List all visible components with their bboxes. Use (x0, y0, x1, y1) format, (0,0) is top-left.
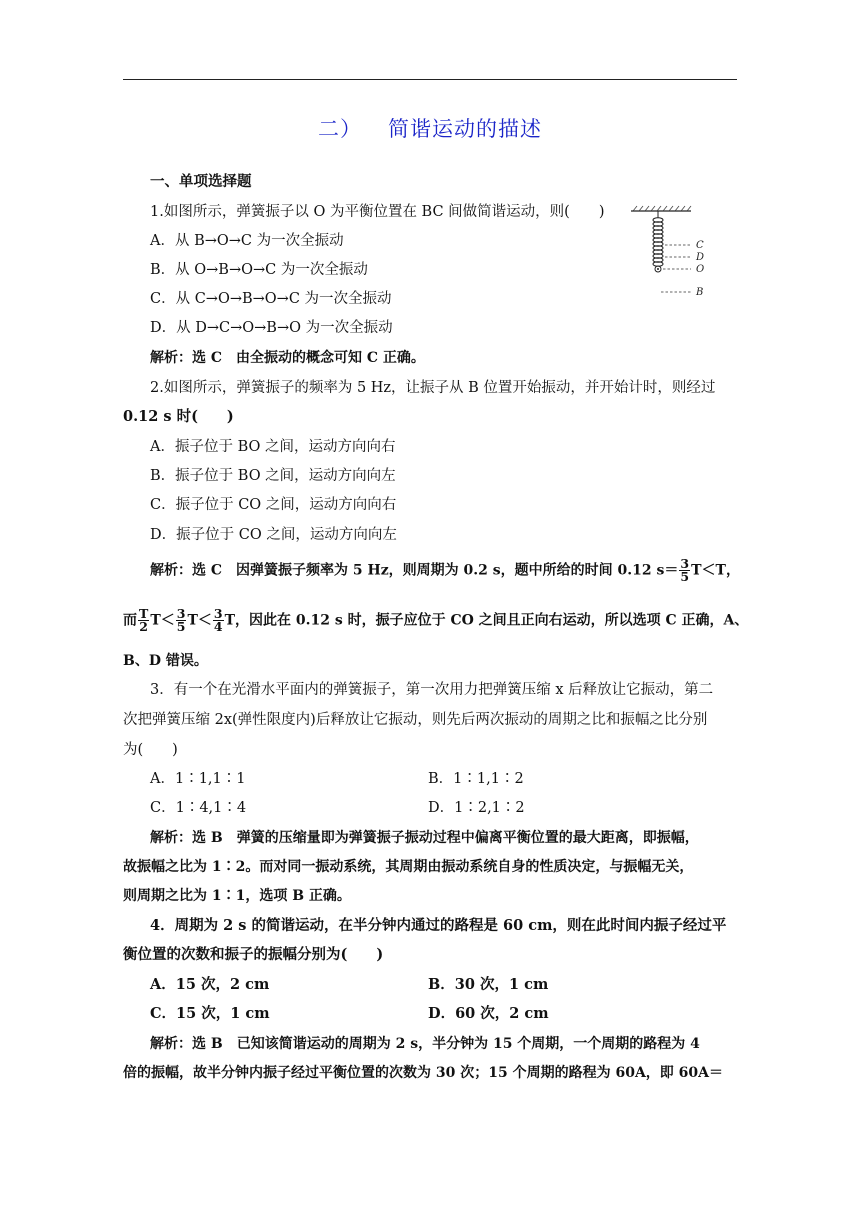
q1-option-b: B．从 O→B→O→C 为一次全振动 (150, 262, 368, 278)
q1-option-a: A．从 B→O→C 为一次全振动 (150, 233, 344, 249)
q1-option-c: C．从 C→O→B→O→C 为一次全振动 (150, 291, 392, 307)
q4-answer-line2: 倍的振幅，故半分钟内振子经过平衡位置的次数为 30 次；15 个周期的路程为 60A，即 60A＝ (123, 1065, 724, 1081)
q3-option-d: D．1∶2,1∶2 (428, 800, 525, 816)
q2-option-b: B．振子位于 BO 之间，运动方向向左 (150, 468, 396, 484)
q3-option-a: A．1∶1,1∶1 (150, 771, 246, 787)
q3-answer-line2: 故振幅之比为 1∶2。而对同一振动系统，其周期由振动系统自身的性质决定，与振幅无关， (123, 859, 694, 875)
header-rule (123, 79, 737, 80)
section-heading: 一、单项选择题 (150, 173, 252, 190)
title-prefix: 二） (318, 117, 362, 141)
q2-option-c: C．振子位于 CO 之间，运动方向向右 (150, 497, 397, 513)
figure-label-o: O (696, 264, 705, 275)
figure-label-d: D (696, 252, 705, 263)
q4-option-d: D．60 次，2 cm (428, 1005, 549, 1022)
q4-stem-line1: 4．周期为 2 s 的简谐运动，在半分钟内通过的路程是 60 cm，则在此时间内振子经过平 (150, 917, 727, 934)
q2-stem-line1: 2.如图所示，弹簧振子的频率为 5 Hz，让振子从 B 位置开始振动，并开始计时，则经过 (150, 380, 716, 396)
q3-stem-line1: 3．有一个在光滑水平面内的弹簧振子，第一次用力把弹簧压缩 x 后释放让它振动，第二 (150, 682, 714, 698)
q4-answer-line1: 解析：选 B 已知该简谐运动的周期为 2 s，半分钟为 15 个周期，一个周期的路程为 4 (150, 1036, 700, 1052)
q2-answer-line3: B、D 错误。 (123, 653, 208, 669)
title-text: 简谐运动的描述 (388, 117, 542, 141)
fraction-three-quarters: $\frac{3}{4}$ (213, 606, 223, 634)
q4-option-a: A．15 次，2 cm (150, 976, 270, 993)
q1-stem: 1.如图所示，弹簧振子以 O 为平衡位置在 BC 间做简谐运动，则( ) (150, 204, 605, 220)
figure-label-b: B (696, 287, 704, 298)
q3-option-c: C．1∶4,1∶4 (150, 800, 247, 816)
q3-stem-line2: 次把弹簧压缩 2x(弹性限度内)后释放让它振动，则先后两次振动的周期之比和振幅之比分别 (123, 712, 708, 728)
q2-stem-line2: 0.12 s 时( ) (123, 408, 234, 425)
q2-answer-line1-b: T＜T， (691, 562, 740, 579)
q4-option-b: B．30 次，1 cm (428, 976, 549, 993)
q2-answer-line1-a: 解析：选 C 因弹簧振子频率为 5 Hz，则周期为 0.2 s，题中所给的时间 0.12 s＝ (150, 562, 679, 579)
spring-oscillator-figure (625, 204, 725, 300)
q4-stem-line2: 衡位置的次数和振子的振幅分别为( ) (123, 946, 384, 963)
q3-answer-line3: 则周期之比为 1∶1，选项 B 正确。 (123, 888, 351, 904)
q3-stem-line3: 为( ) (123, 742, 178, 758)
fraction-three-fifths: $\frac{3}{5}$ (680, 556, 690, 584)
fraction-three-fifths-2: $\frac{3}{5}$ (176, 606, 186, 634)
fraction-t-half: $\frac{T}{2}$ (139, 606, 149, 634)
q2-answer-line2: 而 $\frac{T}{2}$ T＜ $\frac{3}{5}$ T＜ $\frac{3}{4}$ T，因此在 0.12 s 时，振子应位于 CO 之间且正向右运动，所以选项 C 正确，A、 (123, 606, 749, 634)
q3-option-b: B．1∶1,1∶2 (428, 771, 524, 787)
q2-option-a: A．振子位于 BO 之间，运动方向向右 (150, 439, 396, 455)
q4-option-c: C．15 次，1 cm (150, 1005, 270, 1022)
q1-option-d: D．从 D→C→O→B→O 为一次全振动 (150, 320, 393, 336)
q3-answer-line1: 解析：选 B 弹簧的压缩量即为弹簧振子振动过程中偏离平衡位置的最大距离，即振幅， (150, 830, 699, 846)
q2-option-d: D．振子位于 CO 之间，运动方向向左 (150, 527, 397, 543)
q2-answer-line1 (150, 558, 740, 583)
figure-label-c: C (696, 240, 704, 251)
page-title (0, 113, 860, 143)
q1-answer: 解析：选 C 由全振动的概念可知 C 正确。 (150, 350, 425, 366)
